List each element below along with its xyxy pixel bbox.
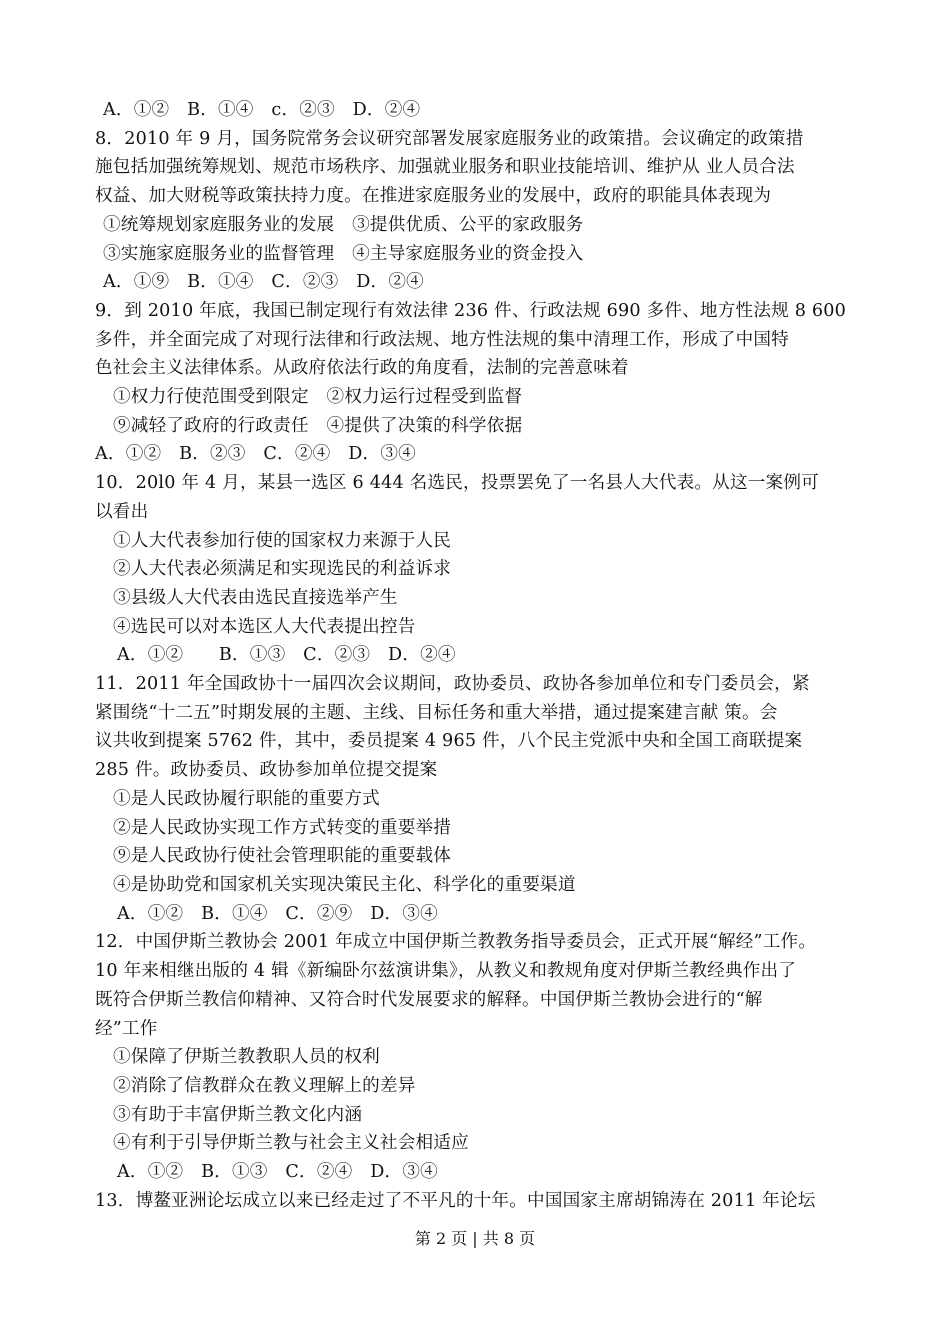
text-line: ①人大代表参加行使的国家权力来源于人民 xyxy=(113,530,452,551)
text-line: A．①② B．①③ C．②③ D．②④ xyxy=(117,645,456,666)
text-line: 施包括加强统筹规划、规范市场秩序、加强就业服务和职业技能培训、维护从 业人员合法 xyxy=(95,157,795,178)
text-line: 10 年来相继出版的 4 辑《新编卧尔兹演讲集》，从教义和教规角度对伊斯兰教经典作出了 xyxy=(95,961,797,982)
text-line: ④选民可以对本选区人大代表提出控告 xyxy=(113,616,416,637)
text-line: A．①② B．①④ c．②③ D．②④ xyxy=(103,100,421,120)
text-line: A．①② B．②③ C．②④ D．③④ xyxy=(95,444,416,465)
text-line: ②消除了信教群众在教义理解上的差异 xyxy=(113,1075,416,1096)
text-line: A．①② B．①④ C．②⑨ D．③④ xyxy=(117,903,438,924)
text-line: ⑨是人民政协行使社会管理职能的重要载体 xyxy=(113,846,452,867)
text-line: ④有利于引导伊斯兰教与社会主义社会相适应 xyxy=(113,1133,469,1154)
text-line: 12．中国伊斯兰教协会 2001 年成立中国伊斯兰教教务指导委员会，正式开展“解经”工作。 xyxy=(95,932,817,953)
text-line: ①保障了伊斯兰教教职人员的权利 xyxy=(113,1047,380,1068)
text-line: 285 件。政协委员、政协参加单位提交提案 xyxy=(95,760,438,781)
text-line: 既符合伊斯兰教信仰精神、又符合时代发展要求的解释。中国伊斯兰教协会进行的“解 xyxy=(95,989,763,1010)
text-line: ②是人民政协实现工作方式转变的重要举措 xyxy=(113,817,452,838)
text-line: 8．2010 年 9 月，国务院常务会议研究部署发展家庭服务业的政策措。会议确定的政策措 xyxy=(95,128,804,149)
text-line: A．①② B．①③ C．②④ D．③④ xyxy=(117,1162,438,1183)
text-line: ④是协助党和国家机关实现决策民主化、科学化的重要渠道 xyxy=(113,874,576,895)
text-line: ③实施家庭服务业的监督管理 ④主导家庭服务业的资金投入 xyxy=(103,243,584,264)
text-line: 11．2011 年全国政协十一届四次会议期间，政协委员、政协各参加单位和专门委员会，紧 xyxy=(95,674,810,695)
text-line: A．①⑨ B．①④ C．②③ D．②④ xyxy=(103,272,424,293)
text-line: 以看出 xyxy=(95,501,149,522)
text-line: ①统筹规划家庭服务业的发展 ③提供优质、公平的家政服务 xyxy=(103,214,584,235)
text-line: ②人大代表必须满足和实现选民的利益诉求 xyxy=(113,559,452,580)
page-footer: 第 2 页 | 共 8 页 xyxy=(414,1229,536,1248)
text-line: ③有助于丰富伊斯兰教文化内涵 xyxy=(113,1104,363,1125)
text-line: 议共收到提案 5762 件，其中，委员提案 4 965 件，八个民主党派中央和全国工商联提案 xyxy=(95,731,803,752)
text-line: 多件，并全面完成了对现行法律和行政法规、地方性法规的集中清理工作，形成了中国特 xyxy=(95,329,789,350)
text-line: 色社会主义法律体系。从政府依法行政的角度看，法制的完善意味着 xyxy=(95,358,629,379)
text-line: 13．博鳌亚洲论坛成立以来已经走过了不平凡的十年。中国国家主席胡锦涛在 2011 年论坛 xyxy=(95,1190,816,1211)
text-line: 10．20l0 年 4 月，某县一选区 6 444 名选民，投票罢免了一名县人大代表。从这一案例可 xyxy=(95,473,819,494)
document-body xyxy=(95,96,875,1215)
text-line: 经”工作 xyxy=(95,1018,158,1039)
text-line: 9．到 2010 年底，我国已制定现行有效法律 236 件、行政法规 690 多件、地方性法规 8 600 xyxy=(95,300,847,321)
text-line: ①权力行使范围受到限定 ②权力运行过程受到监督 xyxy=(113,387,523,408)
text-line: ①是人民政协履行职能的重要方式 xyxy=(113,788,380,809)
text-line: 权益、加大财税等政策扶持力度。在推进家庭服务业的发展中，政府的职能具体表现为 xyxy=(95,186,772,207)
text-line: ③县级人大代表由选民直接选举产生 xyxy=(113,587,398,608)
text-line: 紧围绕“十二五”时期发展的主题、主线、目标任务和重大举措，通过提案建言献 策。会 xyxy=(95,702,778,723)
text-line: ⑨减轻了政府的行政责任 ④提供了决策的科学依据 xyxy=(113,415,523,436)
